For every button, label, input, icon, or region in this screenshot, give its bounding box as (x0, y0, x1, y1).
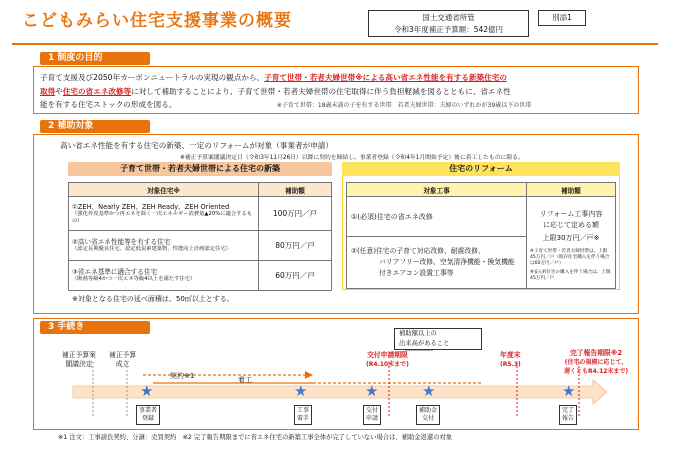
column-header: 対象工事 (347, 183, 527, 197)
row-title: ②高い省エネ性能等を有する住宅 (72, 238, 171, 247)
star-icon: ★ (140, 382, 154, 400)
label-line: (R4.10末まで) (366, 361, 409, 368)
step-box (136, 405, 160, 425)
purpose-text: 子育て支援及び2050年カーボンニュートラルの実現の観点から、 (40, 73, 265, 82)
step-box (294, 405, 312, 425)
row-text: バリアフリー改修、空気清浄機能・換気機能 (379, 258, 515, 266)
row-text: 付きエアコン設置工事等 (379, 269, 454, 277)
purpose-highlight: 取得 (40, 86, 56, 96)
table-row (347, 197, 616, 237)
amount-subnote: ※安心R住宅の購入を伴う場合は、上限45万円／戸 (530, 270, 611, 281)
purpose-note: ※子育て世帯：18歳未満の子を有する世帯 若者夫婦世帯：夫婦のいずれかが39歳以下の世帯 (276, 102, 532, 109)
step-line: 補助金 (419, 407, 438, 414)
table-cell (347, 237, 527, 289)
table-row (69, 261, 332, 291)
step-line: 申請 (366, 415, 379, 422)
table-cell (69, 261, 259, 291)
amount-line: に応じて定める額 (543, 221, 599, 229)
timeline-graphic (33, 318, 639, 430)
purpose-highlight: 住宅の省エネ改修等 (62, 86, 132, 96)
amount-subnote: ※子育て世帯・若者夫婦世帯は、上限45万円／戸（既存住宅購入を伴う場合は60万円／戸） (530, 249, 610, 266)
row-subtitle: （強化外皮基準かつ再エネを除く一次エネルギー消費量▲20%に適合するもの） (72, 211, 253, 224)
amount-line: リフォーム工事内容 (539, 210, 603, 218)
ministry-label: 国土交通省所管 (422, 13, 475, 22)
star-icon: ★ (294, 382, 308, 400)
purpose-text: や (55, 86, 63, 96)
step-line: 報告 (562, 415, 575, 422)
reform-banner: 住宅のリフォーム (342, 162, 620, 176)
section1-body (40, 71, 640, 113)
label-line: 完了報告期限※2 (570, 349, 623, 357)
section2-heading: 2 補助対象 (40, 120, 150, 133)
budget-box (368, 10, 529, 37)
star-icon: ★ (422, 382, 436, 400)
amount-cell: 80万円／戸 (259, 231, 332, 261)
callout-line: 出来高があること (399, 339, 450, 347)
section2-lead: 高い省エネ性能を有する住宅の新築、一定のリフォームが対象（事業者が申請） (60, 141, 333, 150)
amount-cell: 60万円／戸 (259, 261, 332, 291)
row-title: ①ZEH、Nearly ZEH、ZEH Ready、ZEH Oriented (72, 202, 230, 211)
star-icon: ★ (365, 382, 379, 400)
row-text: ②(任意)住宅の子育て対応改修、耐震改修、 (351, 247, 485, 255)
star-icon: ★ (562, 382, 576, 400)
reform-table (346, 182, 616, 289)
label-line: 遅くともR4.12末まで) (564, 368, 629, 375)
row-subtitle: （断熱等級4かつ一次エネ等級4以上を満たす住宅） (72, 276, 196, 283)
label-line: (R5.3) (500, 361, 521, 368)
section2-note: ※補正予算案閣議決定日（令和3年11月26日）以降に契約を締結し、事業者登録（令和4年1月開始予定）後に着工したものに限る。 (180, 155, 524, 161)
contract-label: 契約※1 (170, 372, 195, 380)
step-line: 工事 (297, 407, 310, 414)
section1-heading: 1 制度の目的 (40, 52, 150, 65)
label-line: 補正予算 (109, 351, 137, 359)
amount-cap: 上限30万円／戸※ (542, 234, 600, 242)
table-row (69, 231, 332, 261)
step-line: 着手 (297, 415, 310, 422)
area-note: ※対象となる住宅の延べ面積は、50㎡以上とする。 (72, 295, 234, 303)
label-line: 閣議決定 (65, 360, 93, 368)
contract-arrowhead (305, 371, 313, 379)
step-line: 登録 (142, 415, 155, 422)
amount-cell: 100万円／戸 (259, 197, 332, 231)
step-box (416, 405, 440, 425)
page-title: こどもみらい住宅支援事業の概要 (22, 11, 292, 31)
purpose-text: 能を有する住宅ストックの形成を図る。 (40, 100, 177, 109)
section3-heading: 3 手続き (40, 321, 150, 334)
row-title: ③省エネ基準に適合する住宅 (72, 268, 158, 277)
step-line: 完了 (562, 407, 575, 414)
label-line: 年度末 (500, 351, 521, 359)
step-box (363, 405, 381, 425)
new-build-table (68, 182, 332, 291)
reform-amount-cell (527, 197, 616, 289)
budget-label: 令和3年度補正予算額：542億円 (393, 25, 504, 34)
label-line: 補正予算案 (62, 351, 96, 359)
table-cell (69, 197, 259, 231)
purpose-highlight: 子育て世帯・若者夫婦世帯※による高い省エネ性能を有する新築住宅の (264, 73, 507, 82)
table-cell (69, 231, 259, 261)
footnote: ※1 注文：工事請負契約、分譲：売買契約 ※2 完了報告期限までに省エネ住宅の新築工事全体が完了していない場合は、補助金返還の対象 (58, 434, 453, 441)
step-line: 交付 (422, 415, 435, 422)
step-line: 事業者 (139, 407, 158, 414)
step-line: 交付 (366, 407, 379, 414)
purpose-text: に対して補助することにより、子育て世帯・若者夫婦世帯の住宅取得に伴う負担軽減を図るとともに、省エネ性 (131, 86, 511, 96)
label-line: (住宅の規模に応じて、 (564, 359, 628, 366)
row-subtitle: （認定長期優良住宅、認定低炭素建築物、性能向上計画認定住宅） (72, 246, 231, 253)
table-cell: ①(必須)住宅の省エネ改修 (347, 197, 527, 237)
label-line: 成立 (115, 360, 130, 368)
step-box (559, 405, 577, 425)
table-row (69, 197, 332, 231)
column-header: 対象住宅※ (69, 183, 259, 197)
new-build-banner: 子育て世帯・若者夫婦世帯による住宅の新築 (68, 162, 332, 176)
label-line: 交付申請期限 (367, 351, 408, 359)
column-header: 補助額 (259, 183, 332, 197)
header-divider (12, 43, 658, 45)
column-header: 補助額 (527, 183, 616, 197)
construction-label: 着工 (238, 376, 252, 384)
attachment-label: 別添1 (538, 10, 586, 26)
callout-line: 補助額以上の (399, 330, 437, 337)
